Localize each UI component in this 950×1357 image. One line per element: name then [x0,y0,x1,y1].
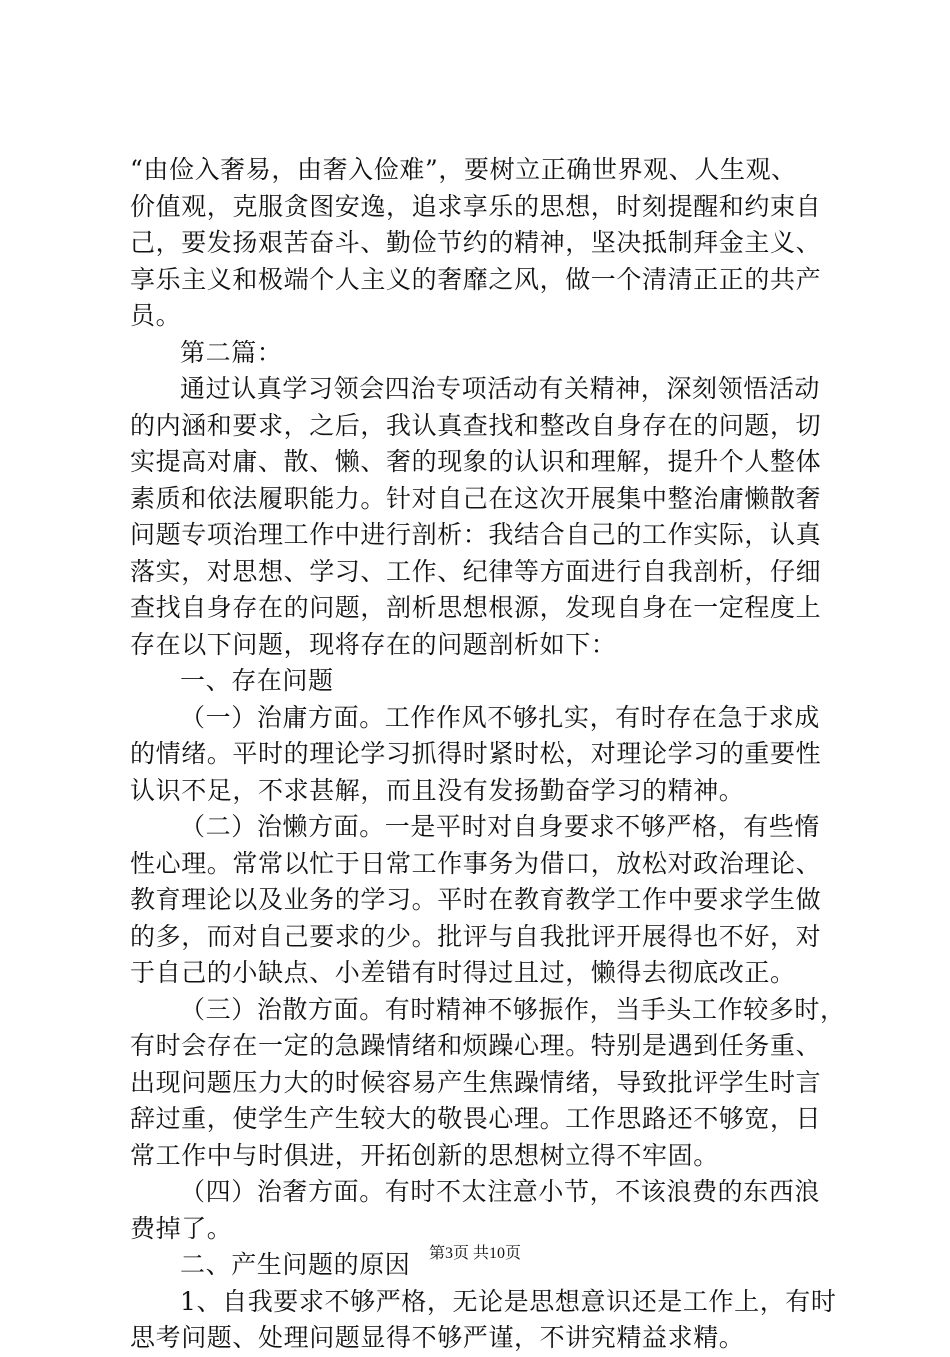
body-text [130,152,846,1357]
section-heading: 二、产生问题的原因 [180,1250,411,1279]
text-line: 1、自我要求不够严格，无论是思想意识还是工作上，有时 [180,1286,837,1316]
text-line: 费掉了。 [130,1213,233,1243]
text-line: 辞过重，使学生产生较大的敬畏心理。工作思路还不够宽，日 [130,1104,822,1133]
text-line: 存在以下问题，现将存在的问题剖析如下： [130,629,617,659]
text-line: 的内涵和要求，之后，我认真查找和整改自身存在的问题，切 [130,410,822,440]
text-line: 出现问题压力大的时候容易产生焦躁情绪，导致批评学生时言 [130,1067,822,1097]
section-heading: 第二篇： [180,337,283,367]
text-line: 查找自身存在的问题，剖析思想根源，发现自身在一定程度上 [130,593,822,622]
text-line: 员。 [130,301,182,330]
text-line: （四）治奢方面。有时不太注意小节，不该浪费的东西浪 [180,1177,821,1206]
page-number-footer: 第3页 共10页 [428,1245,521,1262]
text-line: 通过认真学习领会四治专项活动有关精神，深刻领悟活动 [180,374,821,403]
text-line: （二）治懒方面。一是平时对自身要求不够严格，有些惰 [180,812,821,841]
text-line: （三）治散方面。有时精神不够振作，当手头工作较多时， [180,994,846,1024]
text-line: 的情绪。平时的理论学习抓得时紧时松，对理论学习的重要性 [130,739,822,768]
text-line: 落实，对思想、学习、工作、纪律等方面进行自我剖析，仔细 [130,556,822,586]
text-line: 问题专项治理工作中进行剖析：我结合自己的工作实际，认真 [130,520,822,549]
text-line: 教育理论以及业务的学习。平时在教育教学工作中要求学生做 [130,885,822,914]
text-line: 实提高对庸、散、懒、奢的现象的认识和理解，提升个人整体 [130,447,822,476]
section-heading: 一、存在问题 [180,666,334,695]
text-line: （一）治庸方面。工作作风不够扎实，有时存在急于求成 [180,702,821,732]
text-line: 素质和依法履职能力。针对自己在这次开展集中整治庸懒散奢 [130,483,822,513]
text-line: 享乐主义和极端个人主义的奢靡之风，做一个清清正正的共产 [130,264,822,294]
text-line: 于自己的小缺点、小差错有时得过且过，懒得去彻底改正。 [130,958,796,987]
text-line: 的多，而对自己要求的少。批评与自我批评开展得也不好，对 [130,921,822,951]
text-line: 思考问题、处理问题显得不够严谨，不讲究精益求精。 [130,1323,745,1352]
text-line: 认识不足，不求甚解，而且没有发扬勤奋学习的精神。 [130,775,745,805]
text-line: 性心理。常常以忙于日常工作事务为借口，放松对政治理论、 [130,848,822,878]
text-line: 有时会存在一定的急躁情绪和烦躁心理。特别是遇到任务重、 [130,1031,822,1060]
text-line: 价值观，克服贪图安逸，追求享乐的思想，时刻提醒和约束自 [130,191,822,221]
text-line: 常工作中与时俱进，开拓创新的思想树立得不牢固。 [130,1140,719,1170]
text-line: 己，要发扬艰苦奋斗、勤俭节约的精神，坚决抵制拜金主义、 [130,228,822,257]
text-line: “由俭入奢易，由奢入俭难”，要树立正确世界观、人生观、 [130,155,797,184]
